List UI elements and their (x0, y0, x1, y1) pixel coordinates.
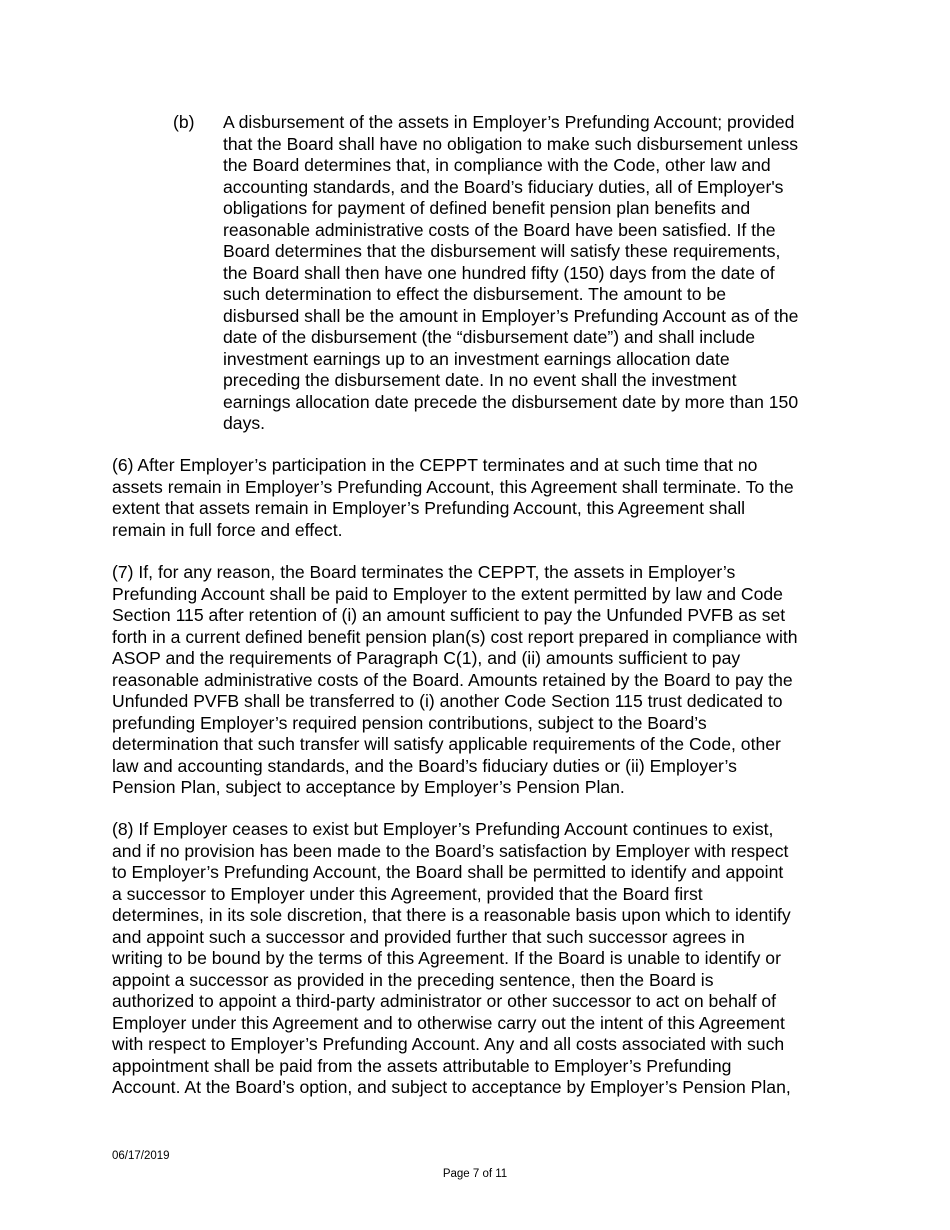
paragraph-6-line: remain in full force and effect. (112, 519, 343, 540)
paragraph-b-line: disbursed shall be the amount in Employer’s Prefunding Account as of the (223, 305, 799, 326)
paragraph-7-line: Prefunding Account shall be paid to Employer to the extent permitted by law and Code (112, 583, 783, 604)
paragraph-8-line: and if no provision has been made to the Board’s satisfaction by Employer with respect (112, 840, 789, 861)
paragraph-b-marker: (b) (173, 112, 195, 132)
paragraph-7-line: Pension Plan, subject to acceptance by Employer’s Pension Plan. (112, 777, 625, 797)
paragraph-7-line: determination that such transfer will satisfy applicable requirements of the Code, other (112, 734, 781, 754)
paragraph-b-line: Board determines that the disbursement will satisfy these requirements, (223, 241, 781, 261)
paragraph-b-line: that the Board shall have no obligation to make such disbursement unless (223, 133, 799, 154)
paragraph-7-line: law and accounting standards, and the Board’s fiduciary duties or (ii) Employer’s (112, 755, 737, 776)
page-number: Page 7 of 11 (442, 1168, 508, 1180)
paragraph-b-line: such determination to effect the disbursement. The amount to be (223, 284, 727, 304)
paragraph-8-line: writing to be bound by the terms of this Agreement. If the Board is unable to identify or (112, 948, 781, 968)
paragraph-7-line: (7) If, for any reason, the Board terminates the CEPPT, the assets in Employer’s (112, 562, 736, 582)
paragraph-b-line: accounting standards, and the Board’s fiduciary duties, all of Employer's (223, 176, 784, 197)
paragraph-8-line: appoint a successor as provided in the preceding sentence, then the Board is (112, 969, 714, 990)
paragraph-b-line: days. (223, 413, 266, 433)
paragraph-b-line: the Board determines that, in compliance with the Code, other law and (223, 155, 771, 175)
paragraph-8-line: a successor to Employer under this Agreement, provided that the Board first (112, 883, 703, 904)
paragraph-8-line: Account. At the Board’s option, and subject to acceptance by Employer’s Pension Plan, (112, 1077, 791, 1097)
paragraph-8-line: (8) If Employer ceases to exist but Employer’s Prefunding Account continues to exist, (112, 819, 774, 839)
paragraph-7-line: prefunding Employer’s required pension contributions, subject to the Board’s (112, 712, 707, 733)
paragraph-8-line: authorized to appoint a third-party administrator or other successor to act on behalf of (112, 991, 777, 1011)
paragraph-b-line: obligations for payment of defined benefit pension plan benefits and (223, 198, 751, 218)
paragraph-8-line: and appoint such a successor and provided further that such successor agrees in (112, 926, 745, 947)
paragraph-6-line: assets remain in Employer’s Prefunding Account, this Agreement shall terminate. To the (112, 476, 794, 497)
paragraph-b-line: earnings allocation date precede the disbursement date by more than 150 (223, 391, 799, 412)
paragraph-7-line: forth in a current defined benefit pension plan(s) cost report prepared in compliance with (112, 626, 798, 647)
paragraph-7-line: Unfunded PVFB shall be transferred to (i) another Code Section 115 trust dedicated to (112, 691, 783, 711)
paragraph-7-line: Section 115 after retention of (i) an amount sufficient to pay the Unfunded PVFB as set (112, 605, 786, 625)
paragraph-8-line: with respect to Employer’s Prefunding Account. Any and all costs associated with such (112, 1034, 785, 1054)
paragraph-7-line: reasonable administrative costs of the Board. Amounts retained by the Board to pay the (112, 669, 793, 690)
paragraph-8-line: Employer under this Agreement and to otherwise carry out the intent of this Agreement (112, 1012, 785, 1033)
paragraph-b-line: A disbursement of the assets in Employer’s Prefunding Account; provided (223, 112, 795, 132)
paragraph-b-line: date of the disbursement (the “disbursement date”) and shall include (223, 327, 756, 347)
paragraph-6-line: (6) After Employer’s participation in the CEPPT terminates and at such time that no (112, 455, 758, 475)
paragraph-b-line: the Board shall then have one hundred fifty (150) days from the date of (223, 262, 775, 283)
paragraph-8-line: appointment shall be paid from the assets attributable to Employer’s Prefunding (112, 1055, 732, 1076)
paragraph-b-line: investment earnings up to an investment earnings allocation date (223, 348, 730, 369)
footer-date: 06/17/2019 (112, 1150, 170, 1162)
paragraph-8-line: to Employer’s Prefunding Account, the Board shall be permitted to identify and appoint (112, 862, 784, 882)
paragraph-b-line: preceding the disbursement date. In no event shall the investment (223, 370, 737, 390)
paragraph-6-line: extent that assets remain in Employer’s Prefunding Account, this Agreement shall (112, 498, 746, 518)
paragraph-8-line: determines, in its sole discretion, that there is a reasonable basis upon which to identify (112, 905, 791, 925)
paragraph-7-line: ASOP and the requirements of Paragraph C(1), and (ii) amounts sufficient to pay (112, 648, 741, 668)
paragraph-b-line: reasonable administrative costs of the Board have been satisfied. If the (223, 219, 776, 240)
